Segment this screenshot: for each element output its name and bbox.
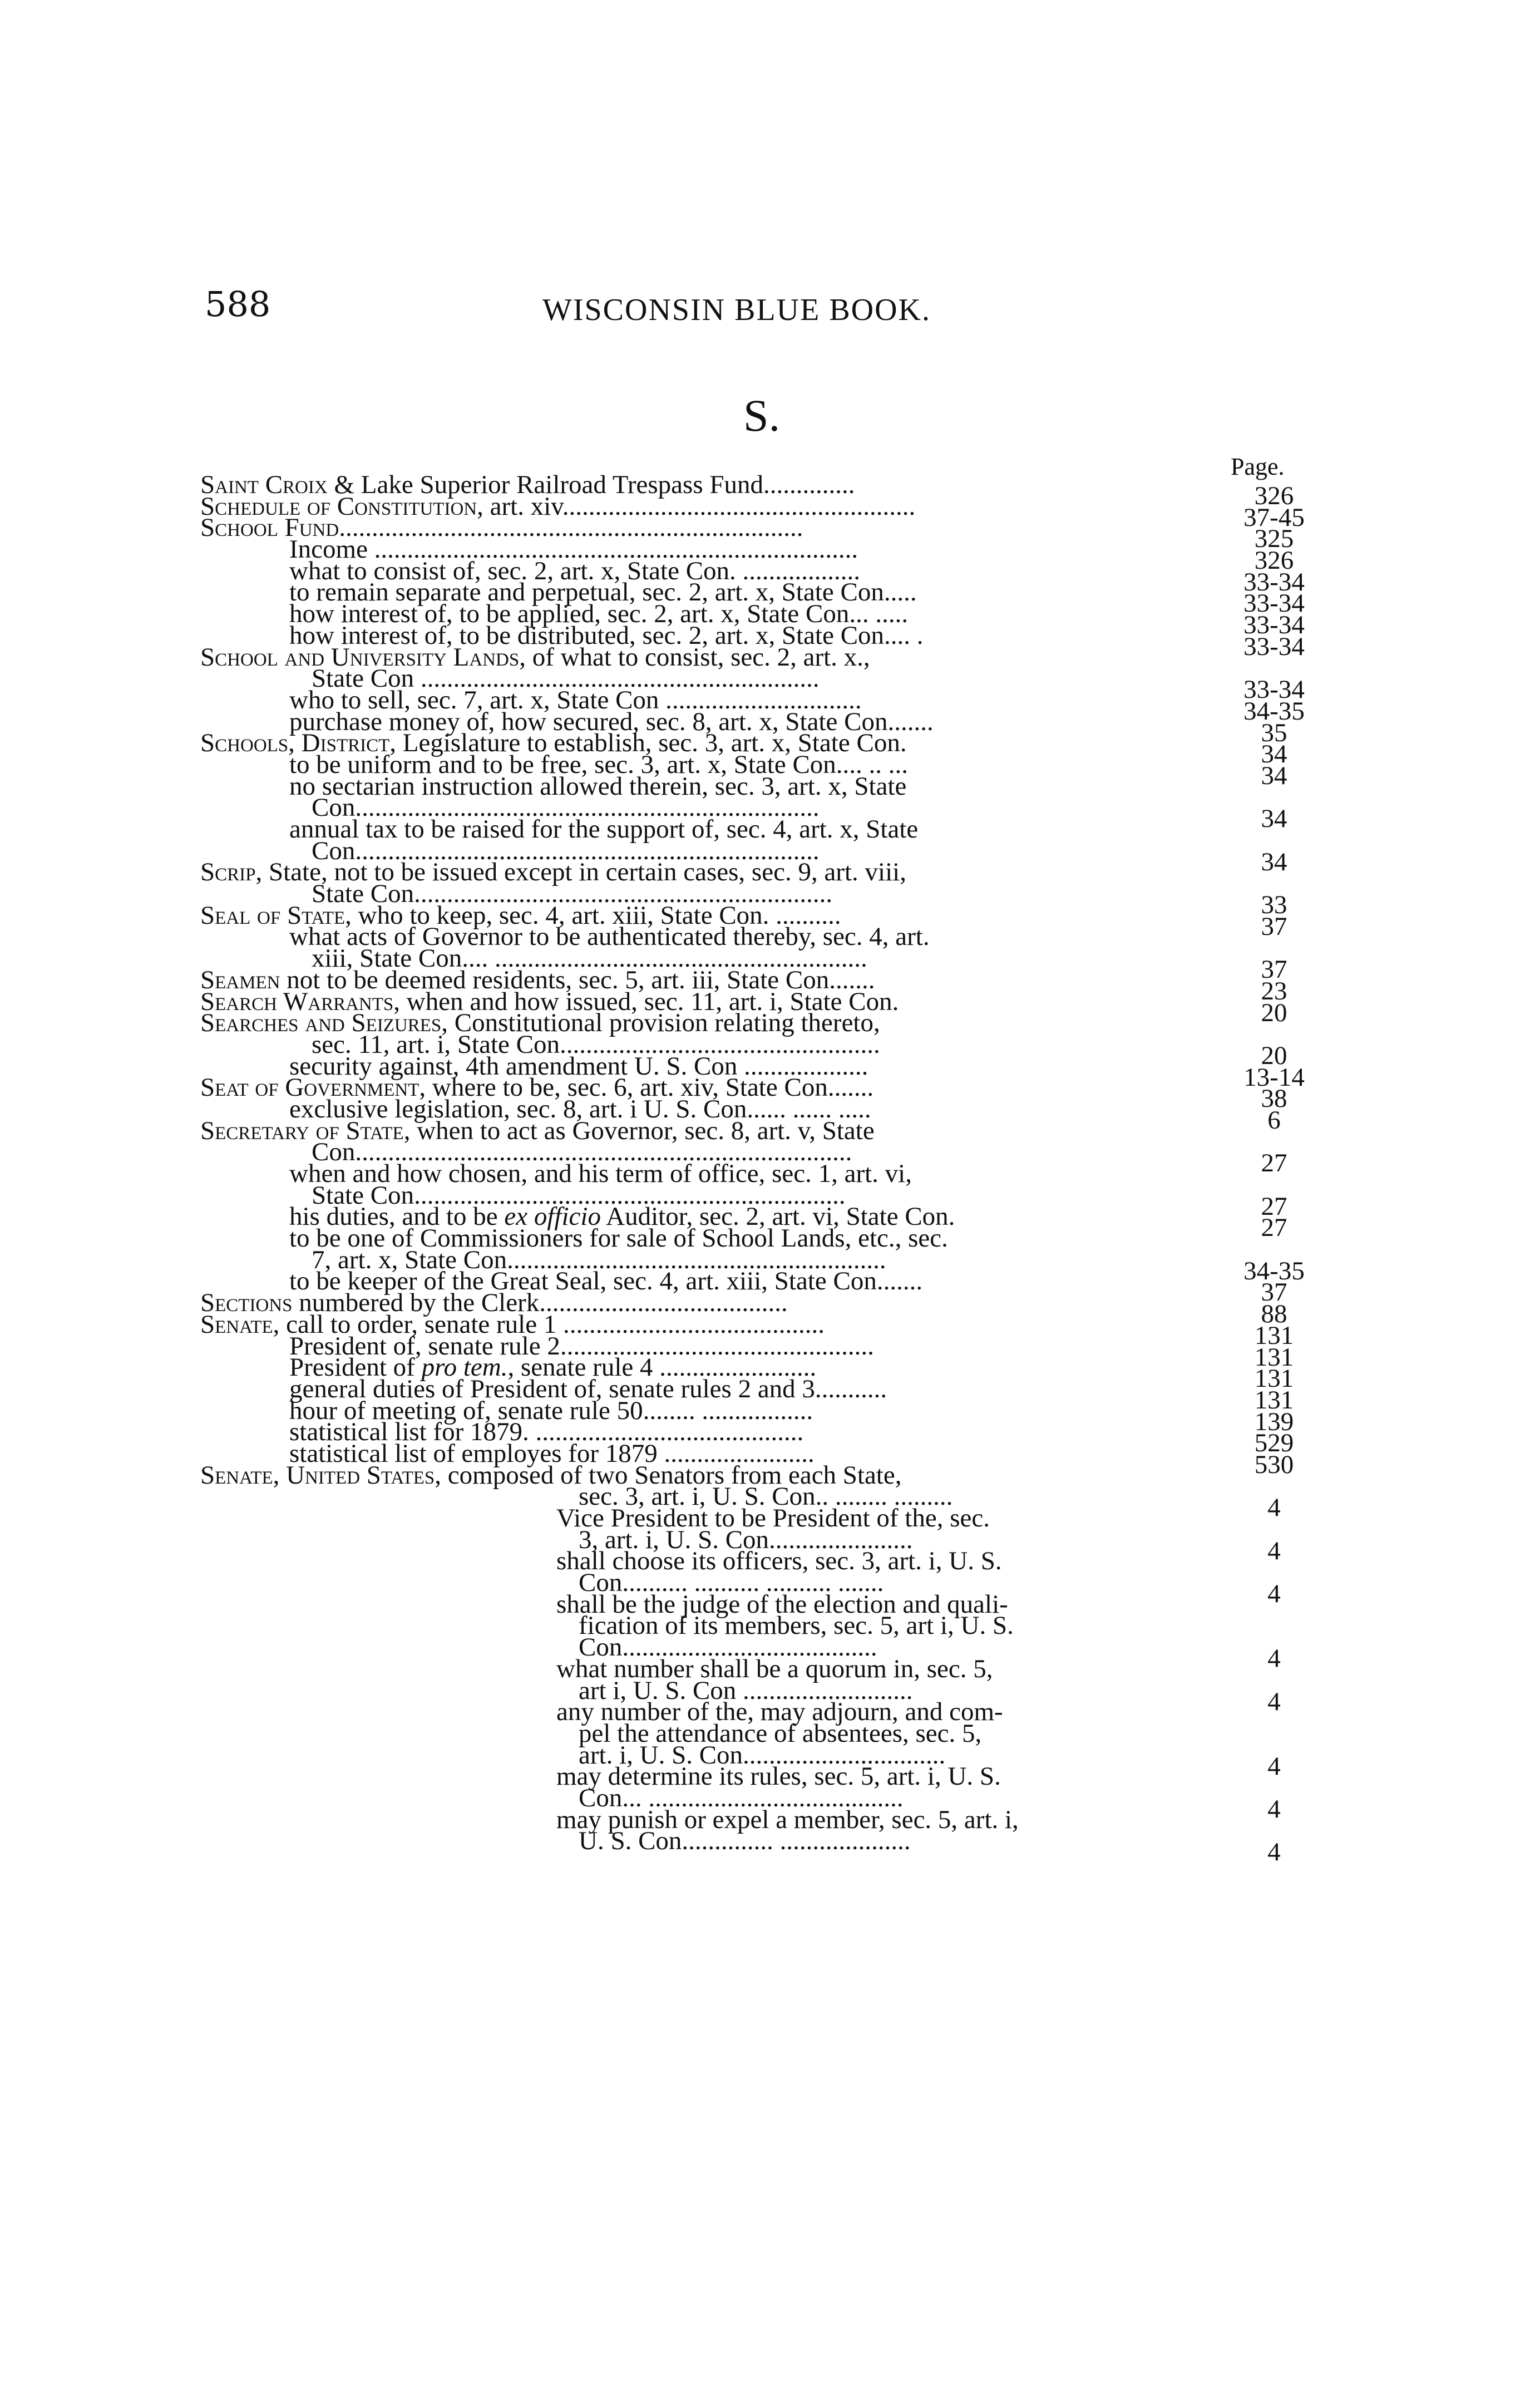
entry-text: Secretary of State, when to act as Governor, sec. 8, art. v, State: [200, 1116, 875, 1145]
entry-text: Con.......... .......... .......... .......: [579, 1568, 884, 1598]
entry-text: to be keeper of the Great Seal, sec. 4, art. xiii, State Con.......: [289, 1267, 923, 1296]
entry-text: Income ..........................................................................: [289, 535, 858, 564]
entry-page-ref: 326: [1254, 481, 1294, 510]
entry-text: art. i, U. S. Con...............................: [579, 1740, 946, 1770]
entry-text: Con.......................................................................: [312, 836, 820, 865]
entry-page-ref: 33-34: [1243, 610, 1305, 640]
entry-page-ref: 27: [1261, 1191, 1287, 1221]
entry-text: sec. 3, art. i, U. S. Con.. ........ .........: [579, 1482, 953, 1511]
entry-text: Seat of Government, where to be, sec. 6, art. xiv, State Con.......: [200, 1073, 874, 1102]
entry-text: Con... .......................................: [579, 1783, 904, 1812]
entry-page-ref: 37: [1261, 955, 1287, 984]
entry-page-ref: 4: [1267, 1838, 1281, 1867]
entry-text: purchase money of, how secured, sec. 8, art. x, State Con.......: [289, 707, 934, 736]
entry-text: State Con................................................................: [312, 879, 833, 909]
page-number: 588: [205, 284, 271, 324]
entry-page-ref: 4: [1267, 1579, 1281, 1609]
entry-text: when and how chosen, and his term of office, sec. 1, art. vi,: [289, 1159, 912, 1188]
entry-heading: Sections: [200, 1288, 293, 1318]
entry-text: Con.......................................................................: [312, 793, 820, 822]
entry-page-ref: 37: [1261, 1278, 1287, 1307]
entry-page-ref: 4: [1267, 1794, 1281, 1824]
entry-text: statistical list for 1879. .........................................: [289, 1417, 804, 1447]
entry-text: what acts of Governor to be authenticated thereby, sec. 4, art.: [289, 922, 930, 952]
entry-page-ref: 4: [1267, 1493, 1281, 1523]
entry-page-ref: 4: [1267, 1687, 1281, 1716]
entry-text: xiii, State Con.... .........................................................: [312, 944, 867, 973]
entry-text: exclusive legislation, sec. 8, art. i U. S. Con...... ...... .....: [289, 1094, 871, 1124]
entry-page-ref: 27: [1261, 1149, 1287, 1178]
entry-text: President of pro tem., senate rule 4 ........................: [289, 1353, 817, 1382]
entry-text: School Fund.......................................................................: [200, 513, 803, 543]
entry-page-ref: 131: [1254, 1321, 1294, 1350]
entry-text: hour of meeting of, senate rule 50........ .................: [289, 1396, 813, 1425]
entry-text: annual tax to be raised for the support of, sec. 4, art. x, State: [289, 815, 919, 844]
entry-text: Con............................................................................: [312, 1137, 852, 1167]
entry-text: Saint Croix & Lake Superior Railroad Trespass Fund..............: [200, 470, 855, 499]
entry-text: 7, art. x, State Con..........................................................: [312, 1245, 886, 1274]
entry-text: Vice President to be President of the, sec.: [556, 1504, 990, 1533]
entry-heading: Seal of State: [200, 900, 345, 930]
entry-heading: Schools, District: [200, 728, 390, 758]
entry-page-ref: 4: [1267, 1751, 1281, 1781]
entry-page-ref: 530: [1254, 1450, 1294, 1479]
entry-text: may punish or expel a member, sec. 5, art. i,: [556, 1805, 1019, 1834]
entry-text: what to consist of, sec. 2, art. x, State Con. ..................: [289, 556, 861, 585]
entry-heading: Senate, United States: [200, 1460, 435, 1490]
entry-page-ref: 326: [1254, 546, 1294, 575]
entry-text: Seal of State, who to keep, sec. 4, art. xiii, State Con. ..........: [200, 900, 841, 930]
entry-text: may determine its rules, sec. 5, art. i, U. S.: [556, 1762, 1001, 1791]
entry-text: who to sell, sec. 7, art. x, State Con ..............................: [289, 685, 862, 715]
entry-page-ref: 33-34: [1243, 675, 1305, 705]
entry-text: his duties, and to be ex officio Auditor, sec. 2, art. vi, State Con.: [289, 1202, 955, 1231]
entry-page-ref: 34-35: [1243, 1256, 1305, 1285]
entry-page-ref: 34-35: [1243, 696, 1305, 726]
entry-page-ref: 131: [1254, 1342, 1294, 1372]
entry-page-ref: 33-34: [1243, 589, 1305, 618]
running-title: WISCONSIN BLUE BOOK.: [542, 293, 931, 327]
entry-text: U. S. Con.............. ....................: [579, 1826, 911, 1856]
entry-heading: Senate: [200, 1309, 273, 1339]
entry-text: to remain separate and perpetual, sec. 2, art. x, State Con.....: [289, 578, 917, 607]
entry-heading: Search Warrants: [200, 987, 394, 1016]
index-entry: [200, 1826, 1335, 1867]
entry-heading: School Fund: [200, 513, 339, 543]
entry-text: art i, U. S. Con ..........................: [579, 1676, 913, 1705]
entry-page-ref: 529: [1254, 1428, 1294, 1458]
entry-text: what number shall be a quorum in, sec. 5,: [556, 1654, 993, 1683]
entry-text: Searches and Seizures, Constitutional provision relating thereto,: [200, 1008, 880, 1038]
entry-heading: Searches and Seizures: [200, 1008, 442, 1038]
entry-text: State Con .............................................................: [312, 664, 820, 693]
entry-page-ref: 38: [1261, 1084, 1287, 1114]
entry-page-ref: 13-14: [1243, 1062, 1305, 1092]
entry-page-ref: 35: [1261, 718, 1287, 747]
entry-page-ref: 20: [1261, 1041, 1287, 1070]
entry-page-ref: 20: [1261, 998, 1287, 1027]
entry-page-ref: 139: [1254, 1407, 1294, 1436]
entry-page-ref: 131: [1254, 1364, 1294, 1393]
entry-page-ref: 325: [1254, 524, 1294, 554]
entry-text: Schedule of Constitution, art. xiv......................................................: [200, 491, 916, 521]
entry-text: how interest of, to be distributed, sec. 2, art. x, State Con.... .: [289, 620, 924, 650]
entry-text: shall be the judge of the election and quali-: [556, 1589, 1008, 1619]
entry-text: to be one of Commissioners for sale of School Lands, etc., sec.: [289, 1224, 948, 1253]
page-column-label: Page.: [1231, 453, 1285, 480]
entry-text: School and University Lands, of what to consist, sec. 2, art. x.,: [200, 642, 870, 672]
entry-heading: Saint Croix: [200, 470, 328, 499]
entry-heading: Scrip: [200, 858, 256, 887]
entry-text: Schools, District, Legislature to establish, sec. 3, art. x, State Con.: [200, 728, 907, 758]
entry-text: statistical list of employes for 1879 .......................: [289, 1439, 815, 1468]
index-list: [200, 470, 1335, 1867]
entry-page-ref: 37-45: [1243, 503, 1305, 532]
entry-text: to be uniform and to be free, sec. 3, art. x, State Con.... .. ...: [289, 750, 909, 779]
entry-text: Scrip, State, not to be issued except in certain cases, sec. 9, art. viii,: [200, 858, 906, 887]
entry-page-ref: 131: [1254, 1385, 1294, 1415]
entry-text: shall choose its officers, sec. 3, art. i, U. S.: [556, 1546, 1002, 1576]
entry-text: security against, 4th amendment U. S. Con ...................: [289, 1051, 868, 1081]
entry-heading: Secretary of State: [200, 1116, 404, 1145]
entry-text: Senate, United States, composed of two Senators from each State,: [200, 1460, 902, 1490]
entry-heading: School and University Lands: [200, 642, 520, 672]
entry-page-ref: 4: [1267, 1536, 1281, 1565]
entry-text: 3, art. i, U. S. Con......................: [579, 1525, 913, 1554]
entry-page-ref: 4: [1267, 1644, 1281, 1673]
entry-text: how interest of, to be applied, sec. 2, art. x, State Con... .....: [289, 599, 909, 629]
entry-heading: Seat of Government: [200, 1073, 419, 1102]
section-letter: S.: [743, 390, 781, 441]
entry-page-ref: 34: [1261, 761, 1287, 790]
entry-page-ref: 6: [1267, 1105, 1281, 1135]
italic-term: pro tem.: [421, 1353, 508, 1382]
entry-page-ref: 34: [1261, 804, 1287, 834]
entry-text: Search Warrants, when and how issued, sec. 11, art. i, State Con.: [200, 987, 899, 1016]
entry-text: President of, senate rule 2................................................: [289, 1331, 874, 1361]
entry-heading: Schedule of Constitution: [200, 491, 477, 521]
entry-page-ref: 33: [1261, 890, 1287, 920]
entry-text: pel the attendance of absentees, sec. 5,: [579, 1718, 982, 1748]
entry-text: no sectarian instruction allowed therein, sec. 3, art. x, State: [289, 771, 907, 801]
entry-page-ref: 34: [1261, 740, 1287, 769]
entry-text: sec. 11, art. i, State Con.................................................: [312, 1029, 880, 1059]
entry-page-ref: 33-34: [1243, 632, 1305, 661]
italic-term: ex officio: [504, 1202, 601, 1231]
entry-text: any number of the, may adjourn, and com-: [556, 1697, 1003, 1727]
entry-text: Senate, call to order, senate rule 1 ........................................: [200, 1309, 825, 1339]
entry-text: general duties of President of, senate rules 2 and 3...........: [289, 1374, 887, 1403]
entry-heading: Seamen: [200, 965, 280, 994]
entry-page-ref: 27: [1261, 1213, 1287, 1243]
entry-page-ref: 34: [1261, 847, 1287, 876]
entry-text: fication of its members, sec. 5, art i, U. S.: [579, 1611, 1014, 1641]
entry-page-ref: 23: [1261, 976, 1287, 1006]
entry-text: Con.......................................: [579, 1633, 877, 1662]
entry-text: Sections numbered by the Clerk......................................: [200, 1288, 788, 1318]
entry-text: State Con..................................................................: [312, 1180, 846, 1210]
entry-page-ref: 37: [1261, 912, 1287, 941]
entry-page-ref: 33-34: [1243, 567, 1305, 597]
entry-text: Seamen not to be deemed residents, sec. 5, art. iii, State Con.......: [200, 965, 875, 994]
entry-page-ref: 88: [1261, 1299, 1287, 1329]
